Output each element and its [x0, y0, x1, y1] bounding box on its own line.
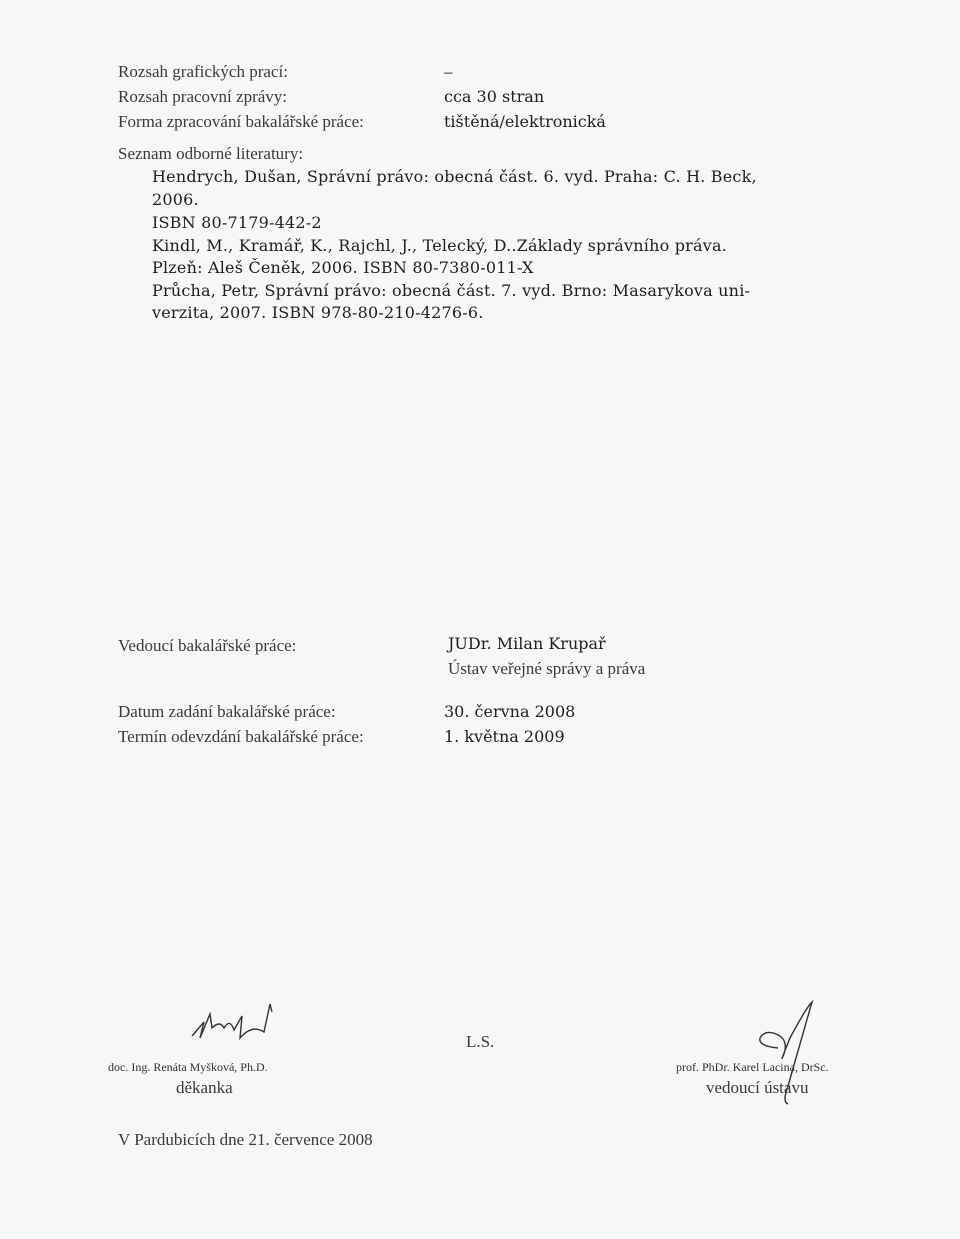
dean-signature-icon — [186, 998, 296, 1048]
place-date: V Pardubicích dne 21. července 2008 — [118, 1130, 373, 1149]
dean-name: doc. Ing. Renáta Myšková, Ph.D. — [108, 1060, 268, 1074]
graphic-works-value: – — [444, 62, 453, 81]
form-value: tištěná/elektronická — [444, 112, 606, 131]
head-role: vedoucí ústavu — [706, 1078, 809, 1097]
assigned-date-value: 30. června 2008 — [444, 702, 576, 721]
head-name: prof. PhDr. Karel Lacina, DrSc. — [676, 1060, 829, 1074]
due-date-label: Termín odevzdání bakalářské práce: — [118, 727, 364, 746]
literature-label: Seznam odborné literatury: — [118, 144, 304, 163]
literature-line: ISBN 80-7179-442-2 — [152, 213, 322, 232]
report-scope-value: cca 30 stran — [444, 87, 545, 106]
literature-line: 2006. — [152, 190, 199, 209]
literature-line: Hendrych, Dušan, Správní právo: obecná část. 6. vyd. Praha: C. H. Beck, — [152, 167, 757, 186]
supervisor-name: JUDr. Milan Krupař — [448, 634, 606, 653]
graphic-works-label: Rozsah grafických prací: — [118, 62, 288, 81]
dean-role: děkanka — [176, 1078, 233, 1097]
form-label: Forma zpracování bakalářské práce: — [118, 112, 364, 131]
seal-mark: L.S. — [466, 1032, 495, 1051]
due-date-value: 1. května 2009 — [444, 727, 565, 746]
supervisor-label: Vedoucí bakalářské práce: — [118, 636, 297, 655]
assigned-date-label: Datum zadání bakalářské práce: — [118, 702, 336, 721]
literature-line: Plzeň: Aleš Čeněk, 2006. ISBN 80-7380-011-X — [152, 258, 534, 277]
literature-line: Průcha, Petr, Správní právo: obecná část. 7. vyd. Brno: Masarykova uni- — [152, 281, 751, 300]
literature-line: Kindl, M., Kramář, K., Rajchl, J., Telecký, D..Základy správního práva. — [152, 236, 728, 255]
literature-line: verzita, 2007. ISBN 978-80-210-4276-6. — [152, 303, 484, 322]
report-scope-label: Rozsah pracovní zprávy: — [118, 87, 287, 106]
supervisor-institute: Ústav veřejné správy a práva — [448, 659, 646, 678]
